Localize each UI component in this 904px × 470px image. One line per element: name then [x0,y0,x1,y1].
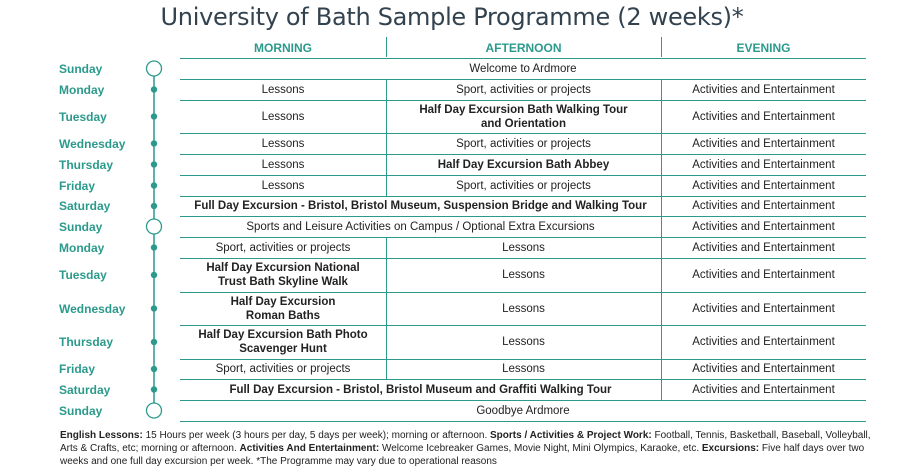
timeline-open-marker [147,61,162,76]
footnote-text: Welcome Icebreaker Games, Movie Night, Mini Olympics, Karaoke, etc. [381,443,702,454]
table-cell: Sport, activities or projects [215,363,351,375]
table-cell: Half Day Excursion Roman Baths [230,295,336,322]
table-cell: Activities and Entertainment [692,336,835,348]
table-cell: Sport, activities or projects [456,83,591,96]
table-cell: Activities and Entertainment [692,220,835,233]
table-cell: Lessons [502,241,545,254]
timeline-dot-marker [151,86,157,92]
table-cell: Activities and Entertainment [692,302,835,315]
day-label: Sunday [59,403,103,418]
table-cell: Lessons [261,83,305,96]
table-cell: Activities and Entertainment [692,269,835,281]
footnote-heading: Sports / Activities & Project Work: [490,430,655,441]
timeline-open-marker [147,403,162,418]
table-cell: Goodbye Ardmore [476,404,570,417]
footnote-heading: Activities And Entertainment: [239,443,382,454]
timeline-dot-marker [151,305,157,311]
day-label: Saturday [59,199,111,213]
day-label: Wednesday [59,301,126,316]
table-cell: Activities and Entertainment [692,110,835,123]
table-cell: Lessons [502,363,545,375]
day-label: Monday [59,82,105,97]
day-label: Monday [59,240,105,255]
footnote [60,429,880,468]
table-cell: Activities and Entertainment [692,83,835,96]
day-label: Sunday [59,61,103,76]
day-label: Saturday [59,382,111,397]
table-cell: Full Day Excursion - Bristol, Bristol Museum, Suspension Bridge and Walking Tour [194,200,647,212]
table-cell: Activities and Entertainment [692,179,835,192]
table-cell: Half Day Excursion Bath Photo Scavenger Hunt [198,329,368,355]
table-cell: Lessons [502,336,545,348]
timeline-dot-marker [151,203,157,209]
table-cell: Sport, activities or projects [456,179,591,192]
timeline-dot-marker [151,244,157,250]
timeline-dot-marker [151,140,157,146]
day-label: Sunday [59,219,103,234]
footnote-text: 15 Hours per week (3 hours per day, 5 days per week); morning or afternoon. [145,430,491,441]
table-cell: Lessons [261,110,305,123]
footnote-text: Football, Tennis, Basketball, Baseball, Volleyball, Arts & Crafts, etc; morning or afternoon. [60,430,871,454]
table-cell: Lessons [261,179,305,192]
timeline-dot-marker [151,113,157,119]
timeline-dot-marker [151,182,157,188]
row-divider [180,421,866,422]
page-title: University of Bath Sample Programme (2 weeks)* [160,3,744,31]
table-cell: Full Day Excursion - Bristol, Bristol Museum and Graffiti Walking Tour [229,383,612,396]
timeline-dot-marker [151,339,157,345]
day-label: Tuesday [59,109,107,124]
table-cell: Half Day Excursion National Trust Bath Skyline Walk [206,262,360,288]
footnote-text: Five half days over two weeks and one full day excursion per week. *The Programme may vary due to operational reasons [60,443,865,467]
day-label: Friday [59,178,96,193]
table-cell: Activities and Entertainment [692,241,835,254]
column-header-afternoon: AFTERNOON [485,41,562,55]
table-cell: Activities and Entertainment [692,383,835,396]
table-cell: Activities and Entertainment [692,200,835,212]
timeline-open-marker [147,219,162,234]
timeline-dot-marker [151,161,157,167]
table-cell: Activities and Entertainment [692,158,835,171]
table-cell: Half Day Excursion Bath Abbey [437,158,610,171]
day-label: Thursday [59,157,114,172]
day-label: Tuesday [59,268,107,282]
table-cell: Activities and Entertainment [692,137,835,150]
column-header-evening: EVENING [736,41,791,55]
timeline-dot-marker [151,386,157,392]
timeline-dot-marker [151,272,157,278]
column-header-morning: MORNING [254,41,312,55]
day-label: Thursday [59,335,114,349]
table-cell: Welcome to Ardmore [469,62,577,75]
timeline-dot-marker [151,366,157,372]
day-label: Wednesday [59,136,126,151]
table-cell: Lessons [261,158,305,171]
table-cell: Sport, activities or projects [215,241,351,254]
table-cell: Sport, activities or projects [456,137,591,150]
table-cell: Half Day Excursion Bath Walking Tour and Orientation [419,103,628,130]
day-label: Friday [59,362,96,376]
table-cell: Sports and Leisure Activities on Campus / Optional Extra Excursions [246,220,595,233]
table-cell: Activities and Entertainment [692,363,835,375]
footnote-heading: English Lessons: [60,430,146,441]
footnote-heading: Excursions: [701,443,762,454]
table-cell: Lessons [502,302,545,315]
table-cell: Lessons [261,137,305,150]
schedule-table [180,0,866,470]
table-cell: Lessons [502,269,545,281]
